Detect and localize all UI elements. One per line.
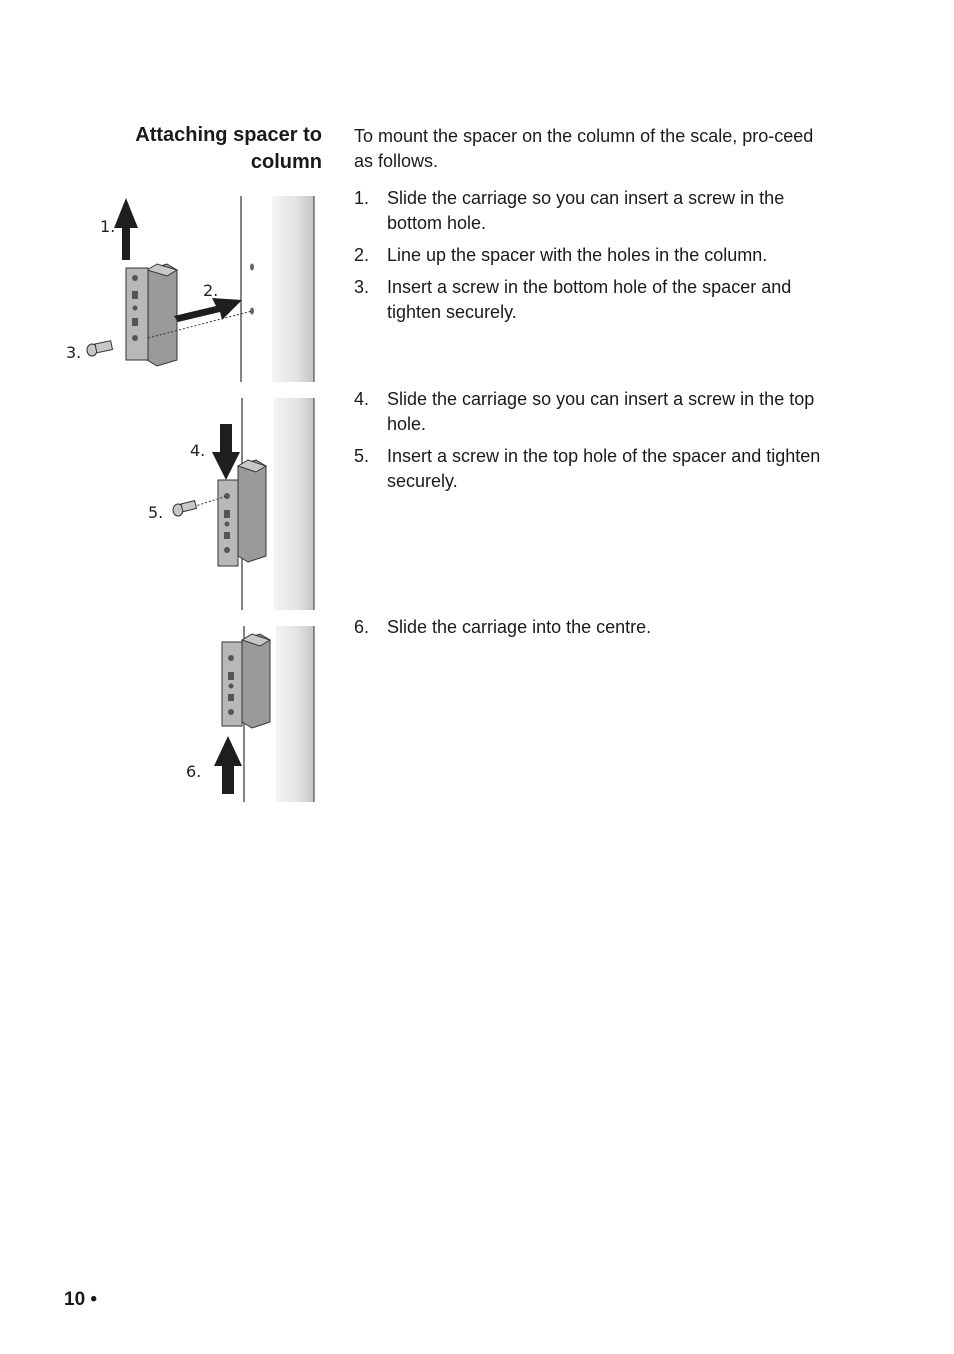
page-number: 10 • xyxy=(64,1289,98,1310)
figure-label: 2. xyxy=(203,281,219,300)
intro-paragraph: To mount the spacer on the column of the scale, pro-ceed as follows. xyxy=(354,126,814,171)
figure-label: 1. xyxy=(100,217,116,236)
figure-slide-to-centre xyxy=(60,624,330,804)
step-list-2 xyxy=(354,387,844,501)
step-item: 3. Insert a screw in the bottom hole of the spacer and tighten securely. xyxy=(354,277,792,322)
figure-mount-bottom-screw xyxy=(60,190,330,385)
figure-label: 6. xyxy=(186,762,202,781)
figure-label: 4. xyxy=(190,441,206,460)
step-item: 1. Slide the carriage so you can insert a screw in the bottom hole. xyxy=(354,188,785,233)
step-item: 4. Slide the carriage so you can insert a screw in the top hole. xyxy=(354,389,815,434)
step-item: 5. Insert a screw in the top hole of the spacer and tighten securely. xyxy=(354,446,821,491)
step-list-3 xyxy=(354,615,844,647)
step-item: 2. Line up the spacer with the holes in the column. xyxy=(354,245,768,265)
step-item: 6. Slide the carriage into the centre. xyxy=(354,617,652,637)
figure-label: 3. xyxy=(66,343,82,362)
figure-mount-top-screw xyxy=(60,396,330,611)
step-list-1 xyxy=(354,186,844,332)
figure-label: 5. xyxy=(148,503,164,522)
section-heading: Attaching spacer to column xyxy=(135,124,322,173)
